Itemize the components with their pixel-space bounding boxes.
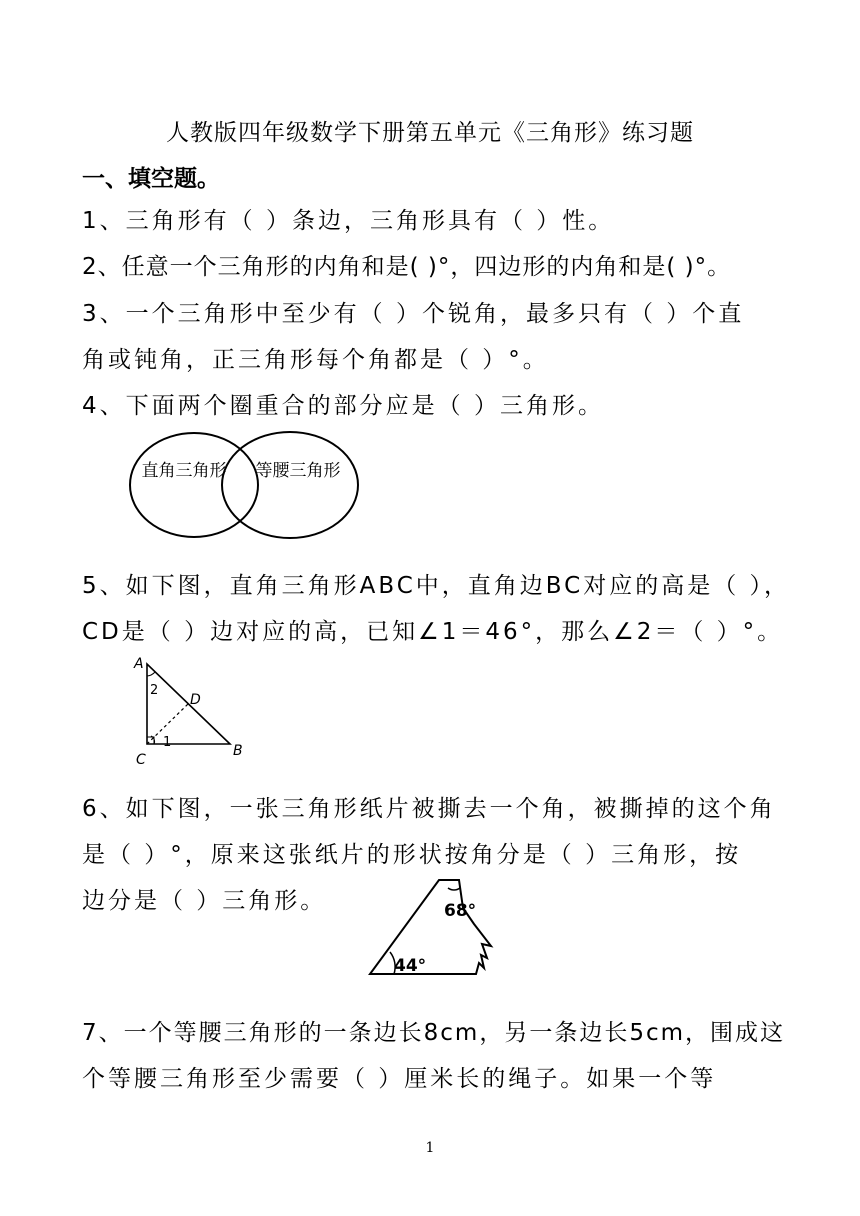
angle-44-label: 44°	[394, 956, 427, 976]
section-heading-fill-in: 一、填空题。	[82, 166, 220, 192]
question-2: 2、任意一个三角形的内角和是( )°，四边形的内角和是( )°。	[82, 254, 732, 280]
label-b: B	[233, 743, 243, 759]
question-4: 4、下面两个圈重合的部分应是（ ）三角形。	[82, 393, 604, 419]
question-7-line-2: 个等腰三角形至少需要（ ）厘米长的绳子。如果一个等	[82, 1066, 717, 1092]
venn-diagram	[128, 430, 364, 542]
label-c: C	[136, 752, 146, 768]
question-5-line-2: CD是（ ）边对应的高，已知∠1＝46°，那么∠2＝（ ）°。	[82, 619, 784, 645]
angle-68-arc	[448, 888, 460, 890]
page-number: 1	[425, 1140, 435, 1156]
question-3-line-1: 3、一个三角形中至少有（ ）个锐角，最多只有（ ）个直	[82, 301, 745, 327]
question-5-line-1: 5、如下图，直角三角形ABC中，直角边BC对应的高是（ ），	[82, 573, 791, 599]
torn-triangle-figure	[366, 876, 500, 984]
question-6-line-2: 是（ ）°，原来这张纸片的形状按角分是（ ）三角形，按	[82, 842, 742, 868]
page-title: 人教版四年级数学下册第五单元《三角形》练习题	[166, 120, 694, 146]
question-7-line-1: 7、一个等腰三角形的一条边长8cm，另一条边长5cm，围成这	[82, 1020, 786, 1046]
venn-right-circle	[222, 432, 358, 538]
angle-2-arc	[147, 672, 155, 676]
torn-triangle	[370, 880, 491, 974]
question-3-line-2: 角或钝角，正三角形每个角都是（ ）°。	[82, 347, 549, 373]
venn-left-label: 直角三角形	[141, 461, 227, 481]
triangle-abc-figure	[130, 652, 256, 770]
triangle-abc	[147, 664, 230, 744]
angle-68-label: 68°	[444, 901, 477, 921]
question-6-line-1: 6、如下图，一张三角形纸片被撕去一个角，被撕掉的这个角	[82, 796, 776, 822]
question-1: 1、三角形有（ ）条边，三角形具有（ ）性。	[82, 208, 615, 234]
label-d: D	[190, 692, 201, 708]
angle-2-label: 2	[150, 683, 159, 698]
venn-right-label: 等腰三角形	[255, 461, 341, 481]
venn-left-circle	[130, 433, 258, 537]
angle-1-label: 1	[163, 735, 172, 750]
label-a: A	[134, 656, 144, 672]
question-6-line-3: 边分是（ ）三角形。	[82, 888, 327, 914]
